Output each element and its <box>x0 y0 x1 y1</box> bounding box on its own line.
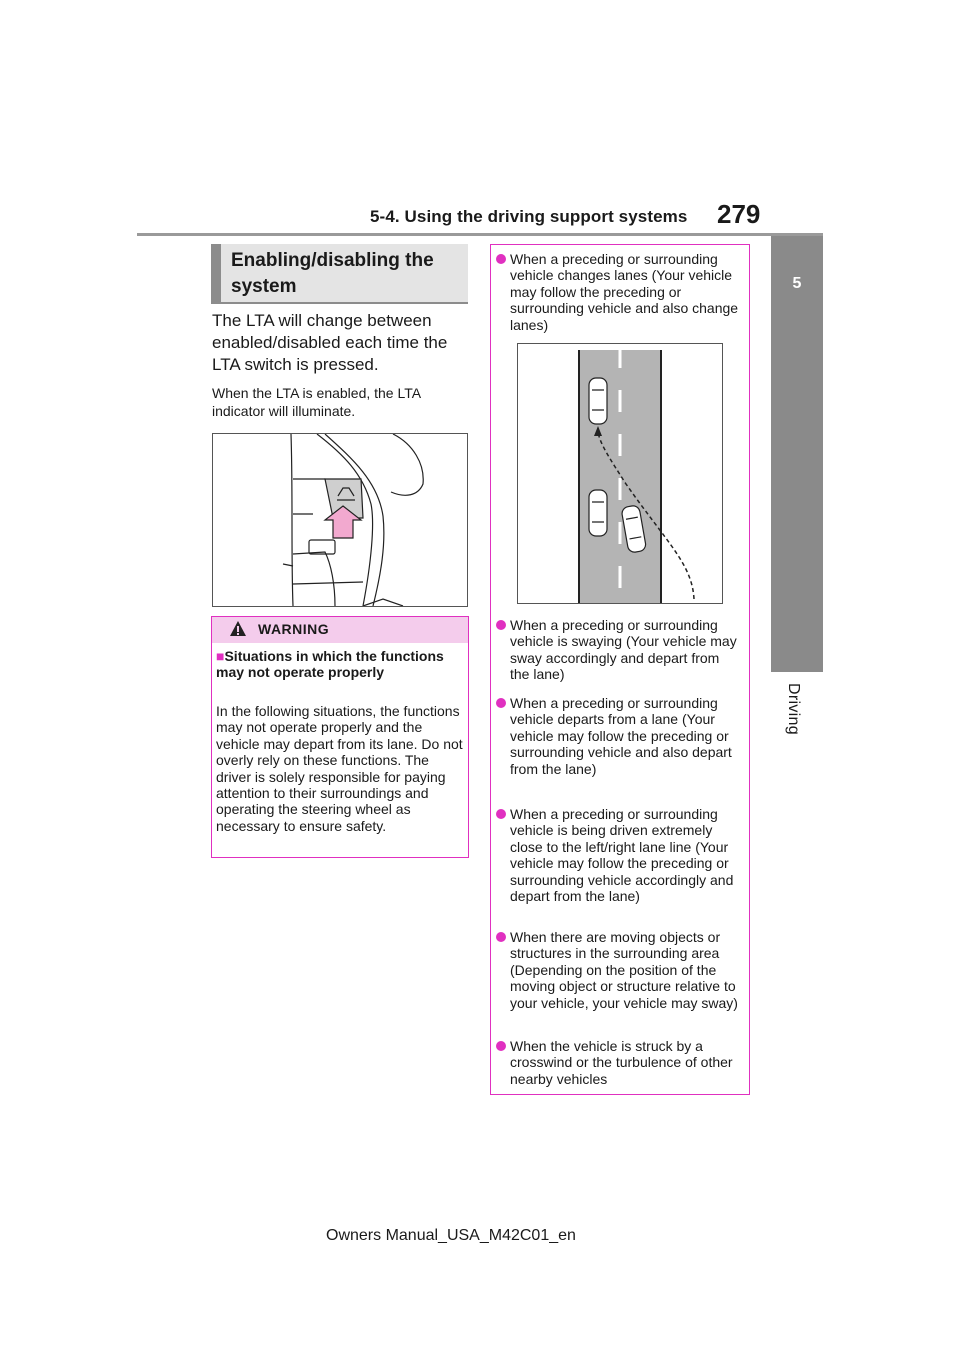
warning-label: WARNING <box>258 621 330 637</box>
lane-change-illustration <box>517 343 723 604</box>
list-item-text: When a preceding or surrounding vehicle departs from a lane (Your vehicle may follow the preceding or surrounding vehicle and also depart from the lane) <box>510 695 732 777</box>
list-item-text: When a preceding or surrounding vehicle changes lanes (Your vehicle may follow the preceding or surrounding vehicle and also change lanes) <box>510 251 739 333</box>
steering-wheel-drawing <box>213 434 467 606</box>
warning-heading-text: Situations in which the functions may not operate properly <box>216 648 444 680</box>
surrounding-car-icon <box>589 490 607 536</box>
list-item-text: When a preceding or surrounding vehicle is swaying (Your vehicle may sway accordingly and depart from the lane) <box>510 617 737 683</box>
list-item <box>496 1038 742 1087</box>
preceding-car-icon <box>589 378 607 424</box>
warning-header <box>212 617 468 643</box>
lane-change-drawing <box>518 344 722 603</box>
warning-body: In the following situations, the functions may not operate properly and the vehicle may depart from its lane. Do not overly rely on these functions. The driver is solely responsible for paying attention to their surroundings and operating the steering wheel as necessary to ensure safety. <box>216 703 463 834</box>
warning-heading <box>216 648 462 680</box>
section-heading: Enabling/disabling the system <box>231 250 434 297</box>
list-item <box>496 806 742 904</box>
section-heading-bar <box>211 244 221 302</box>
list-item <box>496 695 742 777</box>
bullet-dot-icon <box>496 254 506 264</box>
running-header-title: 5-4. Using the driving support systems <box>370 207 688 226</box>
chapter-number: 5 <box>792 275 802 292</box>
warning-triangle-icon <box>229 620 247 638</box>
list-item-text: When there are moving objects or structures in the surrounding area (Depending on the position of the moving object or structure relative to your vehicle, your vehicle may sway) <box>510 929 738 1011</box>
list-item <box>496 251 742 333</box>
main-paragraph: The LTA will change between enabled/disabled each time the LTA switch is pressed. <box>212 311 448 374</box>
list-item <box>496 929 742 1011</box>
list-item-text: When a preceding or surrounding vehicle is being driven extremely close to the left/right lane line (Your vehicle may follow the preceding or surrounding vehicle accordingly and depart from the lane) <box>510 806 734 905</box>
page-number: 279 <box>717 199 761 229</box>
lta-switch-illustration <box>212 433 468 607</box>
header-rule <box>137 233 823 236</box>
bullet-dot-icon <box>496 932 506 942</box>
chapter-label: Driving <box>785 683 802 735</box>
bullet-dot-icon <box>496 1041 506 1051</box>
chapter-tab <box>771 236 823 672</box>
list-item <box>496 617 742 683</box>
list-item-text: When the vehicle is struck by a crosswind or the turbulence of other nearby vehicles <box>510 1038 733 1087</box>
bullet-dot-icon <box>496 698 506 708</box>
square-bullet-icon: ■ <box>216 648 225 664</box>
bullet-dot-icon <box>496 620 506 630</box>
bullet-dot-icon <box>496 809 506 819</box>
footer-text: Owners Manual_USA_M42C01_en <box>326 1227 576 1244</box>
sub-paragraph: When the LTA is enabled, the LTA indicator will illuminate. <box>212 385 421 419</box>
